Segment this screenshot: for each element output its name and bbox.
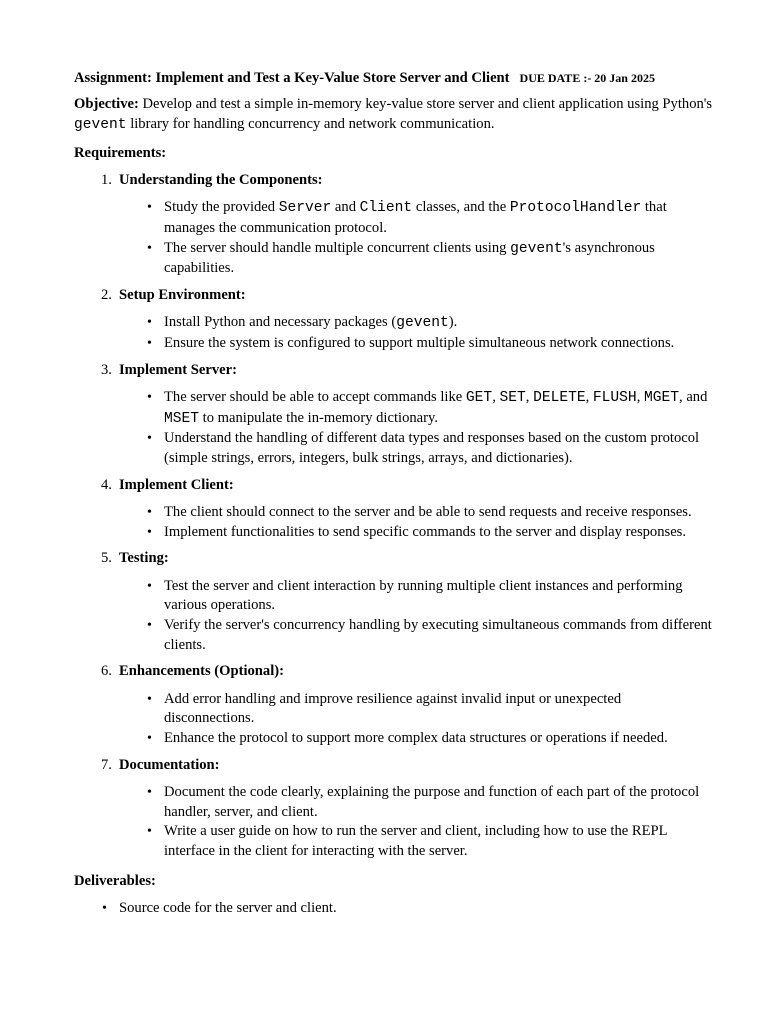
step-title: Implement Client: bbox=[119, 476, 234, 493]
bullet-text: , and bbox=[679, 389, 708, 406]
step-2 bbox=[74, 279, 714, 354]
step-title: Implement Server: bbox=[119, 361, 237, 378]
bullet-text: Install Python and necessary packages ( bbox=[164, 314, 397, 331]
step-number: 4. bbox=[101, 476, 112, 493]
list-item bbox=[119, 313, 714, 334]
bullet-text: Verify the server's concurrency handling by executing simultaneous commands from different clients. bbox=[164, 617, 712, 653]
list-item bbox=[119, 690, 714, 729]
step-6 bbox=[74, 655, 714, 748]
bullet-text: Understand the handling of different data types and responses based on the custom protocol (simple strings, errors, integers, bulk strings, arrays, and dictionaries). bbox=[164, 430, 700, 466]
bullet-text: and bbox=[331, 199, 360, 216]
step-number: 5. bbox=[101, 550, 112, 567]
step-bullets bbox=[119, 313, 714, 353]
code-mget: MGET bbox=[644, 390, 680, 407]
list-item bbox=[119, 616, 714, 655]
step-number: 6. bbox=[101, 663, 112, 680]
step-bullets bbox=[119, 690, 714, 749]
objective-text-1: Develop and test a simple in-memory key-value store server and client application using Python's bbox=[138, 96, 713, 112]
document-title-line bbox=[74, 68, 714, 88]
step-number: 7. bbox=[101, 756, 112, 773]
code-server: Server bbox=[278, 200, 332, 217]
bullet-text: to manipulate the in-memory dictionary. bbox=[199, 409, 439, 426]
objective-text-2: library for handling concurrency and network communication. bbox=[126, 115, 495, 132]
code-gevent: gevent bbox=[510, 240, 563, 257]
step-title: Setup Environment: bbox=[119, 286, 246, 303]
objective-label: Objective: bbox=[74, 96, 139, 112]
code-gevent: gevent bbox=[396, 315, 449, 332]
list-item bbox=[119, 523, 714, 543]
step-title: Testing: bbox=[119, 550, 169, 567]
document-page bbox=[74, 68, 714, 919]
due-date: DUE DATE :- 20 Jan 2025 bbox=[519, 71, 655, 85]
code-set: SET bbox=[499, 390, 526, 407]
bullet-text: , bbox=[492, 389, 500, 406]
objective-paragraph bbox=[74, 95, 714, 135]
list-item bbox=[119, 334, 714, 354]
bullet-text: The server should be able to accept commands like bbox=[164, 389, 466, 406]
step-number: 2. bbox=[101, 286, 112, 303]
list-item bbox=[119, 783, 714, 822]
step-title: Enhancements (Optional): bbox=[119, 663, 284, 680]
deliverables-list bbox=[74, 899, 714, 919]
code-protocolhandler: ProtocolHandler bbox=[509, 200, 642, 217]
code-client: Client bbox=[359, 200, 413, 217]
list-item bbox=[119, 239, 714, 279]
bullet-text: 's asynchronous capabilities. bbox=[164, 239, 655, 277]
step-number: 3. bbox=[101, 361, 112, 378]
step-1 bbox=[74, 164, 714, 279]
bullet-text: Implement functionalities to send specific commands to the server and display responses. bbox=[164, 523, 686, 540]
bullet-text: Test the server and client interaction by running multiple client instances and performing various operations. bbox=[164, 577, 683, 614]
list-item bbox=[119, 388, 714, 429]
bullet-text: , bbox=[636, 389, 644, 406]
step-title: Documentation: bbox=[119, 756, 220, 773]
step-title: Understanding the Components: bbox=[119, 171, 323, 188]
bullet-text: Write a user guide on how to run the server and client, including how to use the REPL interface in the client for interacting with the server. bbox=[164, 823, 668, 859]
bullet-text: Enhance the protocol to support more complex data structures or operations if needed. bbox=[164, 730, 668, 747]
code-flush: FLUSH bbox=[592, 390, 637, 407]
step-3 bbox=[74, 354, 714, 469]
bullet-text: , bbox=[525, 389, 534, 406]
bullet-text: The client should connect to the server and be able to send requests and receive responses. bbox=[164, 504, 692, 521]
code-delete: DELETE bbox=[533, 390, 586, 407]
step-bullets bbox=[119, 503, 714, 542]
list-item bbox=[119, 429, 714, 468]
bullet-text: classes, and the bbox=[412, 199, 510, 216]
code-mset: MSET bbox=[164, 410, 200, 427]
assignment-title: Assignment: Implement and Test a Key-Value Store Server and Client bbox=[74, 70, 510, 86]
requirements-list bbox=[74, 164, 714, 862]
step-number: 1. bbox=[101, 171, 112, 188]
step-7 bbox=[74, 749, 714, 862]
bullet-text: The server should handle multiple concurrent clients using bbox=[164, 239, 511, 256]
bullet-text: , bbox=[585, 389, 593, 406]
bullet-text: ). bbox=[448, 314, 458, 331]
step-bullets bbox=[119, 783, 714, 861]
requirements-heading: Requirements: bbox=[74, 145, 167, 162]
objective-code-gevent: gevent bbox=[74, 116, 127, 133]
deliverables-heading: Deliverables: bbox=[74, 872, 156, 889]
bullet-text: Ensure the system is configured to support multiple simultaneous network connections. bbox=[164, 334, 675, 351]
list-item bbox=[119, 822, 714, 861]
bullet-text: Document the code clearly, explaining the purpose and function of each part of the protocol handler, server, and client. bbox=[164, 784, 700, 820]
list-item bbox=[119, 503, 714, 523]
step-bullets bbox=[119, 388, 714, 468]
bullet-text: Add error handling and improve resilience against invalid input or unexpected disconnections. bbox=[164, 690, 622, 727]
list-item bbox=[74, 899, 714, 919]
list-item bbox=[119, 577, 714, 616]
code-get: GET bbox=[465, 390, 493, 407]
list-item bbox=[119, 198, 714, 238]
bullet-text: Study the provided bbox=[164, 199, 279, 216]
step-5 bbox=[74, 542, 714, 655]
step-bullets bbox=[119, 198, 714, 278]
step-bullets bbox=[119, 577, 714, 655]
bullet-text: that manages the communication protocol. bbox=[164, 199, 667, 236]
deliverable-text: Source code for the server and client. bbox=[119, 900, 337, 917]
step-4 bbox=[74, 469, 714, 543]
list-item bbox=[119, 729, 714, 749]
